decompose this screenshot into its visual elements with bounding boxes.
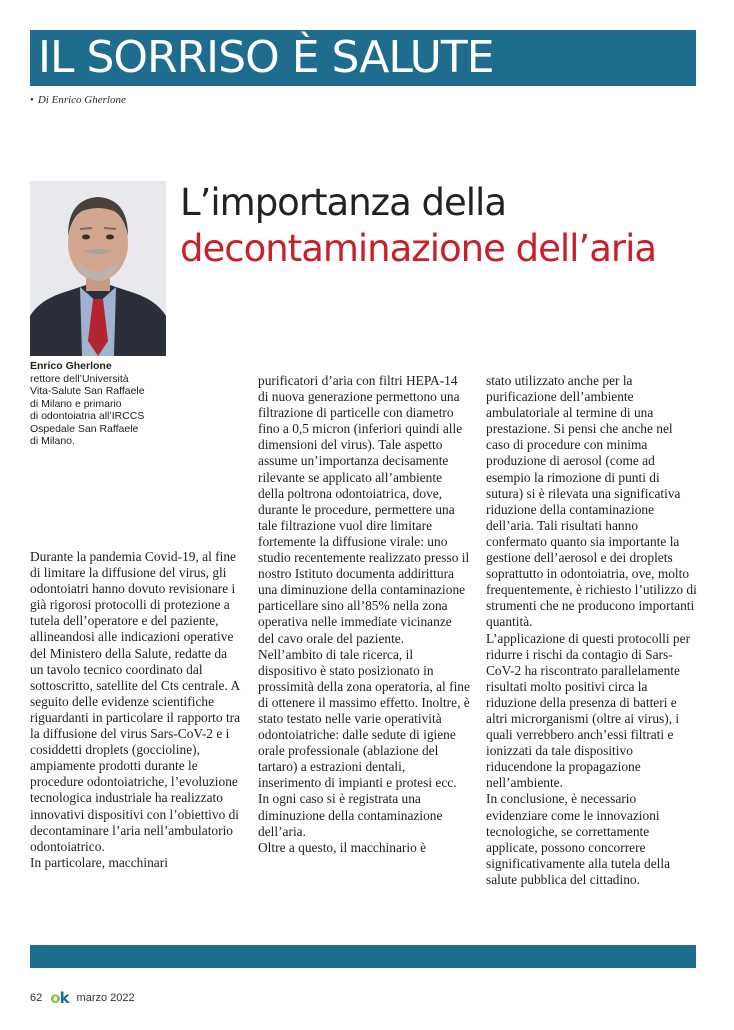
page-number: 62 bbox=[30, 992, 43, 1004]
body-paragraph: purificatori d’aria con filtri HEPA-14 di nuova generazione permettono una filtrazione di particelle con diametro fino a 0,5 micron (inferiori quindi alle dimensioni del virus). Tale aspetto assume un’importanza decisamente rilevante se applicato all’ambiente della poltrona odontoiatrica, dove, durante le procedure, permettere una tale filtrazione vuol dire limitare fortemente la diffusione virale: uno studio recentemente realizzato presso il nostro Istituto documenta addirittura una diminuzione della contaminazione particellare sino all’85% nella zona operativa nelle immediate vicinanze del cavo orale del paziente. Nell’ambito di tale ricerca, il dispositivo è stato posizionato in prossimità della zona operatoria, al fine di ottenere il massimo effetto. Inoltre, è stato testato nelle varie operatività odontoiatriche: dalle sedute di igiene orale professionale (ablazione del tartaro) a estrazioni dentali, inserimento di impianti e protesi ecc. In ogni caso si è registrata una diminuzione della contaminazione dell’aria. bbox=[258, 373, 470, 839]
issue-date: marzo 2022 bbox=[76, 992, 135, 1004]
body-paragraph: Oltre a questo, il macchinario è bbox=[258, 839, 427, 855]
body-paragraph: stato utilizzato anche per la purificazione dell’ambiente ambulatoriale al termine di una prestazione. Si pensi che anche nel caso di procedure con minima produzione di aerosol (come ad esempio la rimozione di punti di sutura) si è rilevata una significativa riduzione della contaminazione dell’aria. Tali risultati hanno confermato quanto sia importante la gestione dell’aerosol e dei droplets soprattutto in odontoiatria, ove, molto frequentemente, è richiesto l’utilizzo di strumenti che ne producono importanti quantità. bbox=[486, 373, 697, 630]
magazine-logo bbox=[50, 989, 68, 1007]
body-paragraph: L’applicazione di questi protocolli per ridurre i rischi da contagio di Sars-CoV-2 ha riscontrato parallelamente risultati molto positivi circa la riduzione della presenza di batteri e altri microrganismi (oltre ai virus), i quali verrebbero anch’essi filtrati e ionizzati da tale dispositivo riducendone la propagazione nell’ambiente. bbox=[486, 630, 691, 791]
author-role: rettore dell’Università Vita-Salute San Raffaele di Milano e primario di odontoiatria all’IRCCS Ospedale San Raffaele di Milano. bbox=[30, 372, 145, 447]
author-portrait bbox=[30, 181, 166, 356]
body-paragraph: Durante la pandemia Covid-19, al fine di limitare la diffusione del virus, gli odontoiatri hanno dovuto revisionare i già rigorosi protocolli di protezione a tutela dell’operatore e del paziente, allineandosi alle indicazioni operative del Ministero della Salute, redatte da un tavolo tecnico coordinato dal sottoscritto, satellite del Cts centrale. A seguito delle evidenze scientifiche riguardanti in particolare il rapporto tra la diffusione del virus Sars-CoV-2 e i cosiddetti droplets (goccioline), ampiamente prodotti durante le procedure odontoiatriche, l’evoluzione tecnologica industriale ha realizzato innovativi dispositivi con l’obiettivo di decontaminare l’aria nell’ambulatorio odontoiatrico. bbox=[30, 549, 241, 854]
logo-letter-o: o bbox=[50, 989, 60, 1007]
body-column-3 bbox=[486, 373, 698, 888]
logo-letter-k: k bbox=[59, 989, 69, 1007]
body-column-1 bbox=[30, 549, 242, 871]
body-column-2 bbox=[258, 373, 470, 856]
author-portrait-illustration bbox=[30, 181, 166, 356]
article-title-line1: L’importanza della bbox=[180, 181, 507, 224]
byline-bullet: • bbox=[30, 94, 34, 106]
byline bbox=[30, 94, 126, 106]
author-caption bbox=[30, 360, 178, 448]
article-title bbox=[180, 180, 710, 272]
article-title-line2: decontaminazione dell’aria bbox=[180, 227, 657, 270]
page-footer bbox=[30, 988, 135, 1008]
byline-author: Di Enrico Gherlone bbox=[37, 94, 126, 106]
footer-color-bar bbox=[30, 945, 696, 968]
section-banner: IL SORRISO È SALUTE bbox=[30, 30, 696, 86]
body-paragraph: In conclusione, è necessario evidenziare come le innovazioni tecnologiche, se correttamente applicate, possono concorrere significativamente alla tutela della salute pubblica del cittadino. bbox=[486, 791, 671, 887]
body-paragraph: In particolare, macchinari bbox=[30, 854, 168, 870]
author-name: Enrico Gherlone bbox=[30, 360, 112, 372]
